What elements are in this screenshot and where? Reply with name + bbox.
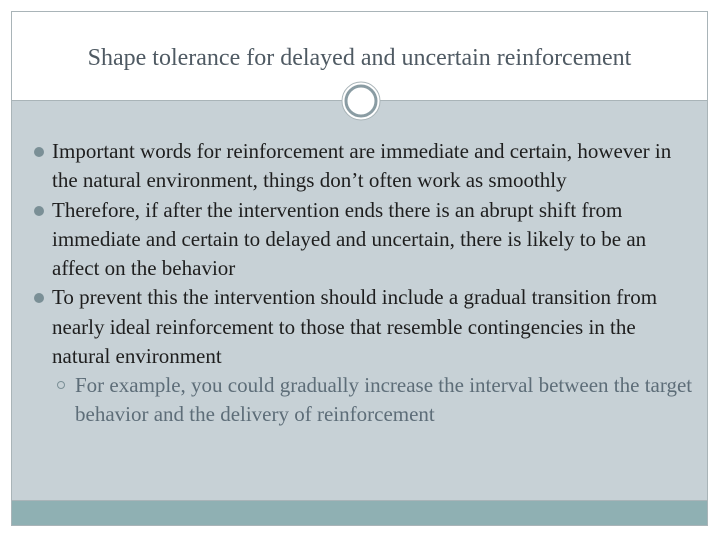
sub-bullet-text: For example, you could gradually increase the interval between the target behavior and the delivery of reinforcement — [75, 373, 693, 427]
filled-circle-bullet-icon — [34, 293, 44, 303]
hollow-circle-bullet-icon — [57, 381, 65, 389]
bullet-text: Therefore, if after the intervention ends there is an abrupt shift from immediate and certain to delayed and uncertain, there is likely to be an affect on the behavior — [52, 197, 647, 281]
bullet-item — [28, 137, 696, 196]
bullet-item — [28, 196, 696, 284]
slide-title: Shape tolerance for delayed and uncertain reinforcement — [87, 45, 632, 71]
sub-bullet-item — [28, 371, 696, 429]
filled-circle-bullet-icon — [34, 206, 44, 216]
slide — [11, 11, 708, 526]
circle-ornament-icon — [341, 81, 381, 121]
slide-content — [28, 137, 696, 429]
footer-bar — [12, 500, 707, 525]
filled-circle-bullet-icon — [34, 147, 44, 157]
bullet-text: Important words for reinforcement are immediate and certain, however in the natural environment, things don’t often work as smoothly — [52, 139, 672, 193]
bullet-text: To prevent this the intervention should include a gradual transition from nearly ideal reinforcement to those that resemble contingencies in the natural environment — [52, 285, 658, 369]
bullet-item — [28, 283, 696, 371]
